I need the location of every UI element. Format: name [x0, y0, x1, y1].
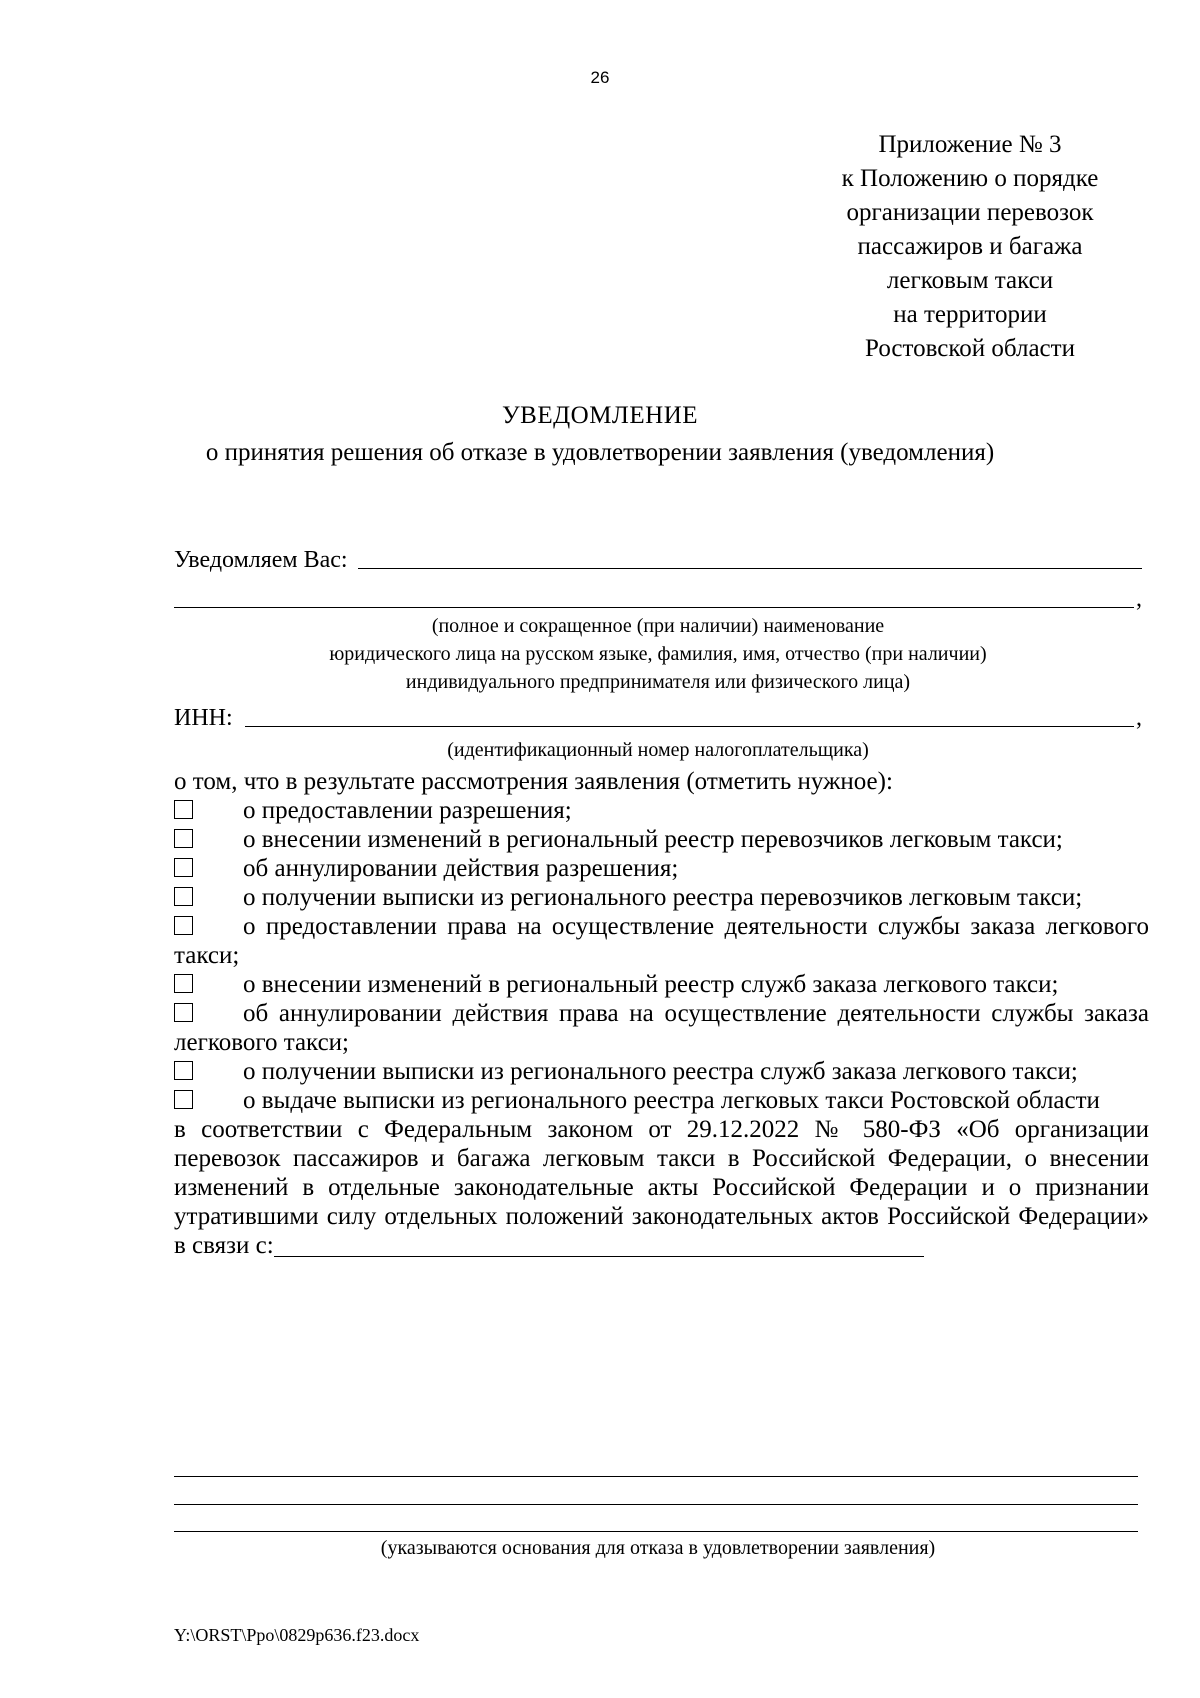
option-item	[174, 1086, 1149, 1115]
inn-row	[174, 702, 1142, 732]
appendix-line: Ростовской области	[865, 335, 1075, 362]
law-text: в соответствии с Федеральным законом от 29.12.2022 № 580-ФЗ «Об организации перевозок пассажиров и багажа легковым такси в Российской Федерации, о внесении изменений в отдельные законодательные акты Российской Федерации и о признании утратившими силу отдельных положений законодательных актов Российской Федерации» в связи с:	[174, 1116, 1149, 1259]
option-item	[174, 796, 1149, 825]
name-caption-line: юридического лица на русском языке, фамилия, имя, отчество (при наличии)	[329, 643, 987, 665]
option-item	[174, 1057, 1149, 1086]
reason-line-2[interactable]	[174, 1503, 1138, 1505]
option-label: об аннулировании действия разрешения;	[243, 855, 679, 882]
option-label: о внесении изменений в региональный реестр перевозчиков легковым такси;	[243, 826, 1063, 853]
checkbox[interactable]	[174, 800, 193, 819]
document-title: УВЕДОМЛЕНИЕ	[501, 402, 699, 429]
notify-row-continued	[174, 583, 1142, 613]
intro-text: о том, что в результате рассмотрения заявления (отметить нужное):	[174, 768, 893, 795]
inn-comma: ,	[1136, 705, 1142, 731]
name-caption-line: индивидуального предпринимателя или физического лица)	[405, 671, 911, 693]
checkbox[interactable]	[174, 916, 193, 935]
option-label: о предоставлении разрешения;	[243, 797, 572, 824]
name-caption-line: (полное и сокращенное (при наличии) наименование	[431, 615, 885, 637]
law-reference	[174, 1115, 1149, 1260]
appendix-line: Приложение № 3	[878, 131, 1062, 158]
checkbox[interactable]	[174, 974, 193, 993]
option-item	[174, 883, 1149, 912]
option-label: о внесении изменений в региональный реестр служб заказа легкового такси;	[243, 971, 1059, 998]
file-path-footer: Y:\ORST\Ppo\0829p636.f23.docx	[174, 1625, 420, 1645]
appendix-line: легковым такси	[886, 267, 1054, 294]
reason-line-1[interactable]	[174, 1475, 1138, 1477]
reason-line-3[interactable]	[174, 1530, 1138, 1532]
option-label: об аннулировании действия права на осуществление деятельности службы заказа легкового такси;	[174, 1000, 1149, 1056]
option-label: о выдаче выписки из регионального реестра легковых такси Ростовской области	[243, 1087, 1100, 1114]
checkbox[interactable]	[174, 1061, 193, 1080]
option-item	[174, 970, 1149, 999]
appendix-line: к Положению о порядке	[841, 165, 1099, 192]
checkbox[interactable]	[174, 1003, 193, 1022]
appendix-header	[800, 128, 1140, 366]
option-label: о получении выписки из регионального реестра служб заказа легкового такси;	[243, 1058, 1078, 1085]
option-item	[174, 825, 1149, 854]
option-label: о получении выписки из регионального реестра перевозчиков легковым такси;	[243, 884, 1083, 911]
checkbox[interactable]	[174, 858, 193, 877]
checkbox[interactable]	[174, 887, 193, 906]
notify-comma: ,	[1136, 586, 1142, 612]
inn-field-line[interactable]	[245, 725, 1134, 727]
option-item	[174, 999, 1149, 1057]
option-item	[174, 854, 1149, 883]
inn-caption: (идентификационный номер налогоплательщика)	[447, 739, 869, 761]
reason-field-line[interactable]	[274, 1255, 924, 1257]
appendix-line: организации перевозок	[846, 199, 1094, 226]
inn-label: ИНН:	[174, 705, 233, 731]
reason-caption: (указываются основания для отказа в удовлетворении заявления)	[380, 1537, 936, 1559]
name-caption	[174, 612, 1142, 696]
checkbox[interactable]	[174, 1090, 193, 1109]
option-label: о предоставлении права на осуществление деятельности службы заказа легкового такси;	[174, 913, 1149, 969]
checkbox[interactable]	[174, 829, 193, 848]
page-number: 26	[590, 68, 610, 87]
notify-field-line[interactable]	[358, 567, 1142, 569]
notify-row	[174, 544, 1142, 574]
notify-field-line-2[interactable]	[174, 606, 1134, 608]
notify-label: Уведомляем Вас:	[174, 547, 348, 573]
appendix-line: пассажиров и багажа	[857, 233, 1083, 260]
document-subtitle: о принятия решения об отказе в удовлетворении заявления (уведомления)	[205, 439, 995, 466]
appendix-line: на территории	[893, 301, 1047, 328]
option-item	[174, 912, 1149, 970]
body-text	[174, 767, 1149, 1260]
